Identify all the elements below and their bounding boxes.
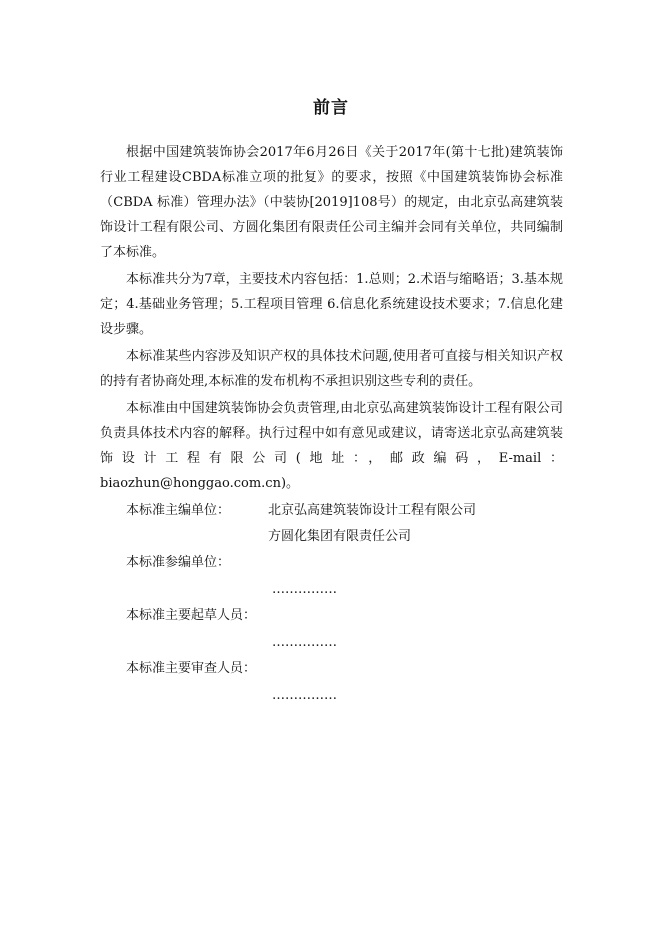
chief-units-row [100, 498, 563, 524]
reviewers-label: 本标准主要审查人员： [126, 661, 257, 676]
participating-units-row [100, 550, 563, 576]
participating-units-value: …………… [272, 582, 337, 597]
reviewers-row [100, 656, 563, 682]
reviewers-value: …………… [272, 688, 337, 703]
drafters-row [100, 603, 563, 629]
chief-units-label: 本标准主编单位： [126, 503, 231, 518]
drafters-label: 本标准主要起草人员： [126, 608, 257, 623]
chief-unit-2: 方圆化集团有限责任公司 [268, 529, 412, 544]
page-title: 前言 [313, 98, 349, 118]
drafters-value: …………… [272, 635, 337, 650]
paragraph-ip: 本标准某些内容涉及知识产权的具体技术问题,使用者可直接与相关知识产权的持有者协商处理,本标准的发布机构不承担识别这些专利的责任。 [100, 349, 563, 389]
preface-body [100, 140, 563, 709]
chief-unit-1: 北京弘高建筑装饰设计工程有限公司 [268, 503, 477, 518]
paragraph-contents: 本标准共分为7章，主要技术内容包括：1.总则；2.术语与缩略语；3.基本规定；4.基础业务管理；5.工程项目管理 6.信息化系统建设技术要求；7.信息化建设步骤。 [100, 272, 563, 337]
paragraph-basis: 根据中国建筑装饰协会2017年6月26日《关于2017年(第十七批)建筑装饰行业工程建设CBDA标准立项的批复》的要求，按照《中国建筑装饰协会标准（CBDA 标准）管理办法》（中装协[2019]108号）的规定，由北京弘高建筑装饰设计工程有限公司、方圆化集团有限责任公司主编并会同有关单位，共同编制了本标准。 [100, 145, 563, 260]
roles-section [100, 498, 563, 709]
paragraph-management: 本标准由中国建筑装饰协会负责管理,由北京弘高建筑装饰设计工程有限公司负责具体技术内容的解释。执行过程中如有意见或建议，请寄送北京弘高建筑装饰设计工程有限公司(地址：，邮政编码，E-mail：biaozhun@honggao.com.cn)。 [100, 401, 563, 491]
participating-units-label: 本标准参编单位： [126, 555, 231, 570]
